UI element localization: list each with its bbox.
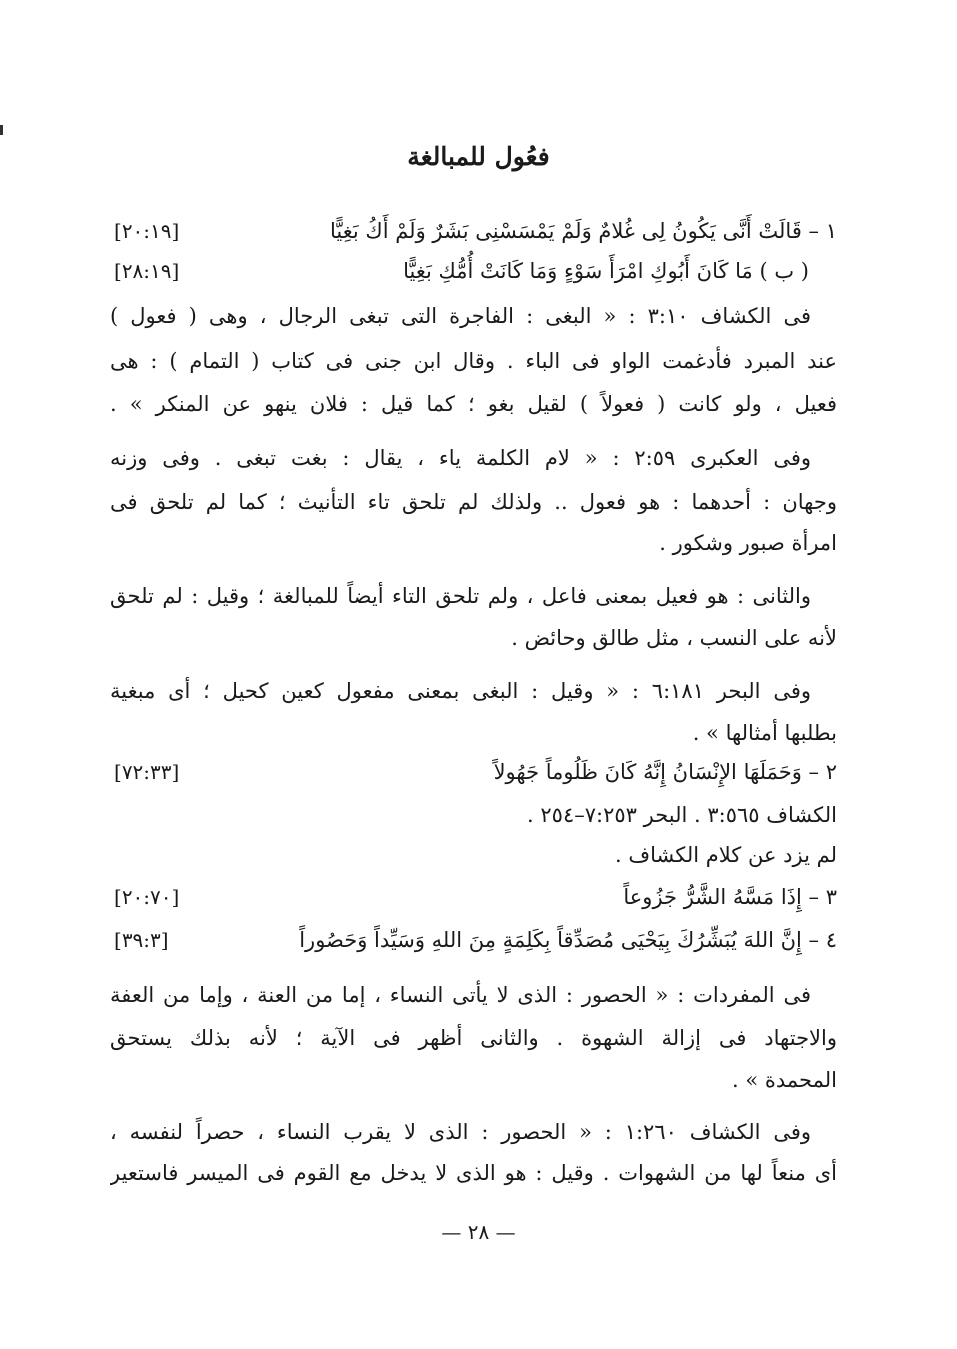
verse-text: ١ – قَالَتْ أَنَّى يَكُونُ لِى غُلامٌ وَلَمْ يَمْسَسْنِى بَشَرٌ وَلَمْ أَكُ بَغِيًّا (330, 219, 837, 243)
paragraph-line: فعيل ، ولو كانت ( فعولاً ) لقيل بغو ؛ كما قيل : فلان ينهو عن المنكر » . (110, 392, 837, 416)
verse-line (110, 251, 837, 291)
verse-text: ( ب ) مَا كَانَ أَبُوكِ امْرَأَ سَوْءٍ وَمَا كَانَتْ أُمُّكِ بَغِيًّا (403, 259, 809, 283)
paragraph-line: لأنه على النسب ، مثل طالق وحائض . (511, 626, 837, 650)
verse-line (110, 877, 837, 917)
paragraph-line: الكشاف ٣:٥٦٥ . البحر ٧:٢٥٣–٢٥٤ . (527, 803, 837, 827)
verse-text: ٢ – وَحَمَلَهَا الإِنْسَانُ إِنَّهُ كَانَ ظَلُوماً جَهُولاً (493, 760, 837, 784)
paragraph-line: وفى العكبرى ٢:٥٩ : « لام الكلمة ياء ، يقال : بغت تبغى . وفى وزنه (110, 446, 811, 470)
paragraph-line: وجهان : أحدهما : هو فعول .. ولذلك لم تلحق تاء التأنيث ؛ كما لم تلحق فى (110, 490, 837, 514)
verse-text: ٤ – إِنَّ اللهَ يُبَشِّرُكَ بِيَحْيَى مُصَدِّقاً بِكَلِمَةٍ مِنَ اللهِ وَسَيِّداً وَحَصُوراً (299, 928, 837, 952)
paragraph-line: وفى الكشاف ١:٢٦٠ : « الحصور : الذى لا يقرب النساء ، حصراً لنفسه ، (110, 1120, 812, 1144)
paragraph-line: والاجتهاد فى إزالة الشهوة . والثانى أظهر فى الآية ؛ لأنه بذلك يستحق (110, 1026, 837, 1050)
scan-edge-mark (0, 125, 3, 135)
verse-reference: [٧٢:٣٣] (114, 760, 180, 784)
verse-reference: [٣٩:٣] (114, 928, 169, 952)
verse-text: ٣ – إِذَا مَسَّهُ الشَّرُّ جَزُوعاً (623, 885, 837, 909)
paragraph-line: أى منعاً لها من الشهوات . وقيل : هو الذى لا يدخل مع القوم فى الميسر فاستعير (110, 1161, 837, 1185)
verse-line (110, 752, 837, 792)
verse-reference: [٢٠:١٩] (114, 219, 180, 243)
page-number: — ٢٨ — (441, 1220, 516, 1244)
verse-reference: [٢٨:١٩] (114, 259, 180, 283)
verse-reference: [٢٠:٧٠] (114, 885, 180, 909)
paragraph-line: لم يزد عن كلام الكشاف . (615, 843, 837, 867)
paragraph-line: بطلبها أمثالها » . (692, 721, 837, 745)
paragraph-line: عند المبرد فأدغمت الواو فى الباء . وقال ابن جنى فى كتاب ( التمام ) : هى (110, 349, 837, 373)
page-title: فعُول للمبالغة (407, 142, 550, 171)
paragraph-line: والثانى : هو فعيل بمعنى فاعل ، ولم تلحق التاء أيضاً للمبالغة ؛ وقيل : لم تلحق (110, 584, 811, 608)
verse-line (110, 920, 837, 960)
paragraph-line: وفى البحر ٦:١٨١ : « وقيل : البغى بمعنى مفعول كعين كحيل ؛ أى مبغية (110, 679, 811, 703)
paragraph-line: فى المفردات : « الحصور : الذى لا يأتى النساء ، إما من العنة ، وإما من العفة (110, 983, 811, 1007)
verse-line (110, 211, 837, 251)
paragraph-line: المحمدة » . (732, 1068, 837, 1092)
paragraph-line: امرأة صبور وشكور . (659, 531, 837, 555)
paragraph-line: فى الكشاف ٣:١٠ : « البغى : الفاجرة التى تبغى الرجال ، وهى ( فعول ) (110, 304, 812, 328)
